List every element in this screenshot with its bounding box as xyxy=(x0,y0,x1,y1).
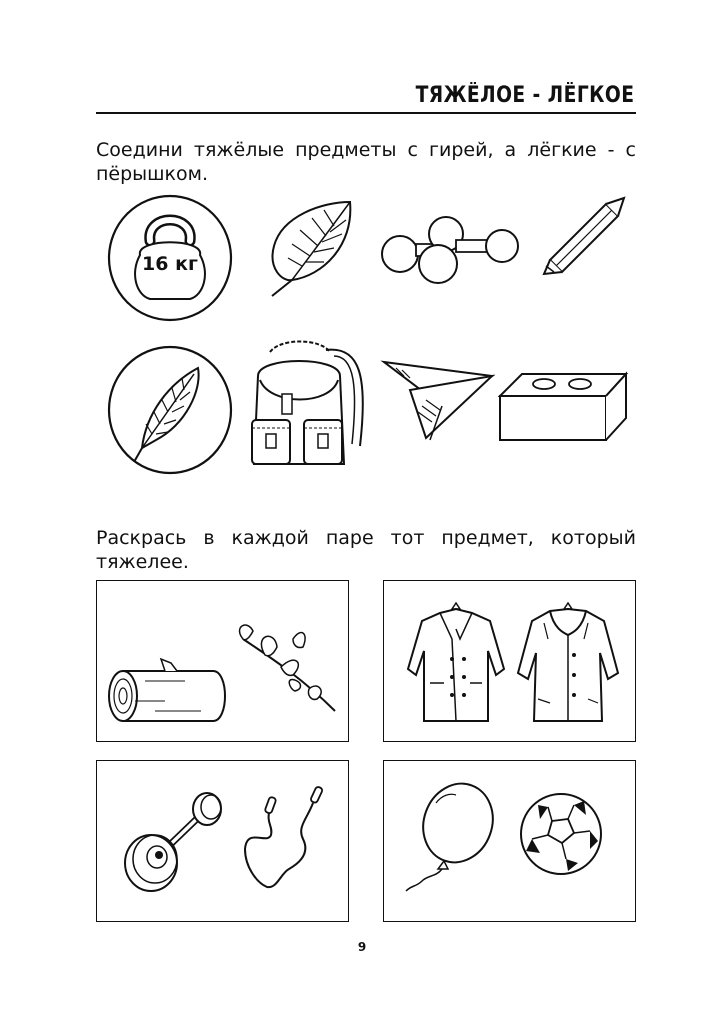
jacket-icon xyxy=(404,599,508,727)
brick-icon xyxy=(498,372,630,442)
backpack-icon xyxy=(240,336,370,476)
task2-instruction: Раскрась в каждой паре тот предмет, который тяжелее. xyxy=(96,527,636,573)
page-number: 9 xyxy=(357,940,367,954)
task1-instruction: Соедини тяжёлые предметы с гирей, а лёгкие - с пёрышком. xyxy=(96,139,636,185)
pair-box-barbell-rope xyxy=(96,760,349,922)
balloon-icon xyxy=(398,781,498,901)
pair-box-jacket-coat xyxy=(383,580,636,742)
feather-circle xyxy=(106,344,234,476)
ball-icon xyxy=(518,791,604,877)
kettlebell-circle xyxy=(106,193,234,323)
paper-plane-icon xyxy=(382,356,494,442)
feather-icon xyxy=(134,368,199,462)
pencil-icon xyxy=(540,196,626,278)
coat-icon xyxy=(514,599,622,727)
pair-box-log-twig xyxy=(96,580,349,742)
jump-rope-icon xyxy=(237,783,327,899)
log-icon xyxy=(105,657,227,729)
twig-icon xyxy=(223,619,345,715)
pair-box-balloon-ball xyxy=(383,760,636,922)
title-divider xyxy=(96,112,636,114)
dumbbell-icon xyxy=(380,212,520,286)
leaf-icon xyxy=(262,196,358,300)
kettlebell-weight-label: 16 кг xyxy=(142,253,198,275)
page-title: ТЯЖЁЛОЕ - ЛЁГКОЕ xyxy=(415,83,634,108)
barbell-icon xyxy=(121,791,225,893)
